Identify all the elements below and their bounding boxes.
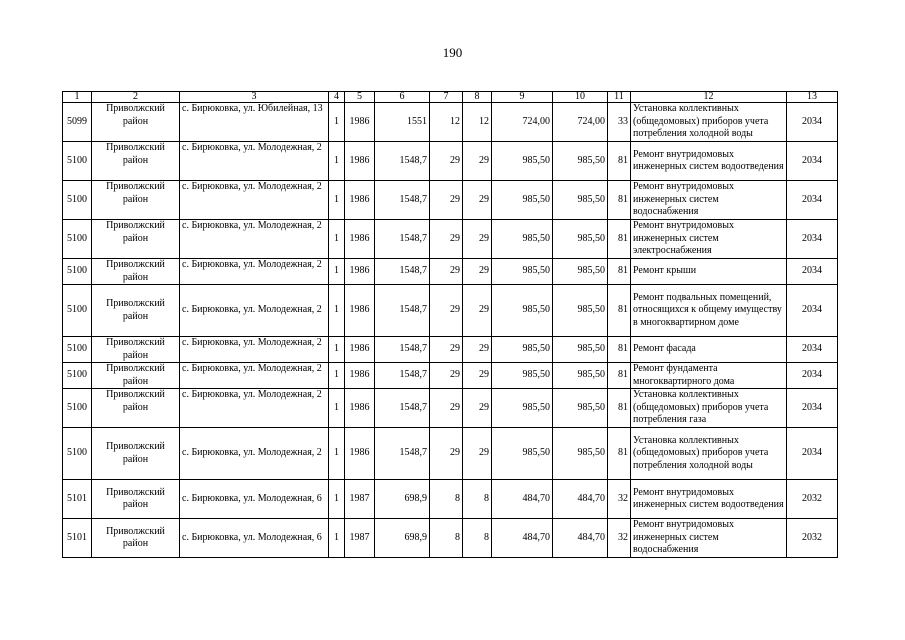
year-cell: 1987 [345,519,375,558]
district-cell: Приволжский район [92,363,180,389]
table-row [63,480,838,519]
col9-cell: 985,50 [492,337,553,363]
house-id-cell: 5101 [63,480,92,519]
column-number: 13 [787,92,838,103]
col10-cell: 985,50 [553,285,608,337]
column-number: 10 [553,92,608,103]
district-cell: Приволжский район [92,337,180,363]
col9-cell: 484,70 [492,480,553,519]
work-type-cell: Ремонт внутридомовых инженерных систем водоснабжения [631,181,787,220]
year-cell: 1986 [345,389,375,428]
area-cell: 1548,7 [375,142,430,181]
col10-cell: 985,50 [553,363,608,389]
col4-cell: 1 [329,428,345,480]
address-cell: с. Бирюковка, ул. Молодежная, 2 [180,337,329,363]
column-number: 12 [631,92,787,103]
table-row [63,142,838,181]
area-cell: 1548,7 [375,181,430,220]
col7-cell: 29 [430,220,463,259]
col9-cell: 985,50 [492,259,553,285]
col8-cell: 29 [463,337,492,363]
year-cell: 1986 [345,103,375,142]
col4-cell: 1 [329,285,345,337]
work-type-cell: Установка коллективных (общедомовых) приборов учета потребления холодной воды [631,103,787,142]
district-cell: Приволжский район [92,480,180,519]
col11-cell: 32 [608,519,631,558]
table-row [63,259,838,285]
col8-cell: 29 [463,285,492,337]
col4-cell: 1 [329,103,345,142]
col10-cell: 985,50 [553,389,608,428]
district-cell: Приволжский район [92,181,180,220]
col7-cell: 12 [430,103,463,142]
page-number: 190 [442,45,463,60]
house-id-cell: 5100 [63,142,92,181]
col11-cell: 81 [608,337,631,363]
col4-cell: 1 [329,259,345,285]
address-cell: с. Бирюковка, ул. Молодежная, 2 [180,142,329,181]
area-cell: 1548,7 [375,337,430,363]
col9-cell: 985,50 [492,142,553,181]
column-number: 9 [492,92,553,103]
house-id-cell: 5100 [63,337,92,363]
year-cell: 1986 [345,337,375,363]
work-type-cell: Ремонт внутридомовых инженерных систем электроснабжения [631,220,787,259]
table-row [63,389,838,428]
col9-cell: 985,50 [492,363,553,389]
col8-cell: 8 [463,480,492,519]
house-id-cell: 5100 [63,259,92,285]
col11-cell: 81 [608,142,631,181]
house-id-cell: 5100 [63,389,92,428]
plan-year-cell: 2032 [787,519,838,558]
table-row [63,363,838,389]
table-row [63,181,838,220]
plan-year-cell: 2034 [787,363,838,389]
col7-cell: 29 [430,337,463,363]
work-type-cell: Ремонт подвальных помещений, относящихся к общему имуществу в многоквартирном доме [631,285,787,337]
year-cell: 1986 [345,363,375,389]
col11-cell: 81 [608,389,631,428]
district-cell: Приволжский район [92,259,180,285]
col8-cell: 29 [463,363,492,389]
col4-cell: 1 [329,363,345,389]
capital-repair-table [62,91,838,558]
col4-cell: 1 [329,519,345,558]
column-number: 2 [92,92,180,103]
house-id-cell: 5099 [63,103,92,142]
year-cell: 1987 [345,480,375,519]
address-cell: с. Бирюковка, ул. Молодежная, 2 [180,220,329,259]
district-cell: Приволжский район [92,142,180,181]
col9-cell: 985,50 [492,220,553,259]
table-row [63,285,838,337]
col10-cell: 985,50 [553,337,608,363]
area-cell: 1548,7 [375,428,430,480]
col8-cell: 8 [463,519,492,558]
col11-cell: 32 [608,480,631,519]
plan-year-cell: 2034 [787,389,838,428]
district-cell: Приволжский район [92,428,180,480]
column-number: 6 [375,92,430,103]
col9-cell: 985,50 [492,285,553,337]
col9-cell: 724,00 [492,103,553,142]
address-cell: с. Бирюковка, ул. Молодежная, 2 [180,285,329,337]
house-id-cell: 5100 [63,285,92,337]
col9-cell: 484,70 [492,519,553,558]
col7-cell: 29 [430,363,463,389]
col7-cell: 29 [430,428,463,480]
plan-year-cell: 2034 [787,337,838,363]
col9-cell: 985,50 [492,181,553,220]
table-row [63,428,838,480]
area-cell: 1548,7 [375,389,430,428]
col11-cell: 81 [608,285,631,337]
col9-cell: 985,50 [492,428,553,480]
col11-cell: 81 [608,428,631,480]
house-id-cell: 5100 [63,363,92,389]
col7-cell: 29 [430,389,463,428]
column-number: 11 [608,92,631,103]
col8-cell: 29 [463,428,492,480]
work-type-cell: Ремонт внутридомовых инженерных систем водоснабжения [631,519,787,558]
col4-cell: 1 [329,480,345,519]
col7-cell: 8 [430,480,463,519]
column-number: 1 [63,92,92,103]
address-cell: с. Бирюковка, ул. Молодежная, 2 [180,389,329,428]
year-cell: 1986 [345,259,375,285]
col10-cell: 484,70 [553,519,608,558]
col8-cell: 29 [463,220,492,259]
col8-cell: 12 [463,103,492,142]
plan-year-cell: 2034 [787,181,838,220]
district-cell: Приволжский район [92,519,180,558]
year-cell: 1986 [345,142,375,181]
plan-year-cell: 2034 [787,142,838,181]
work-type-cell: Ремонт крыши [631,259,787,285]
work-type-cell: Ремонт фундамента многоквартирного дома [631,363,787,389]
col10-cell: 724,00 [553,103,608,142]
area-cell: 1548,7 [375,363,430,389]
col10-cell: 985,50 [553,142,608,181]
col7-cell: 29 [430,181,463,220]
col7-cell: 29 [430,285,463,337]
col11-cell: 81 [608,259,631,285]
address-cell: с. Бирюковка, ул. Молодежная, 2 [180,363,329,389]
plan-year-cell: 2034 [787,220,838,259]
table-row [63,519,838,558]
col4-cell: 1 [329,142,345,181]
column-number: 4 [329,92,345,103]
work-type-cell: Ремонт внутридомовых инженерных систем водоотведения [631,142,787,181]
house-id-cell: 5100 [63,428,92,480]
year-cell: 1986 [345,285,375,337]
column-number: 5 [345,92,375,103]
area-cell: 1551 [375,103,430,142]
address-cell: с. Бирюковка, ул. Молодежная, 2 [180,428,329,480]
plan-year-cell: 2034 [787,285,838,337]
work-type-cell: Ремонт внутридомовых инженерных систем водоотведения [631,480,787,519]
address-cell: с. Бирюковка, ул. Молодежная, 6 [180,480,329,519]
district-cell: Приволжский район [92,103,180,142]
plan-year-cell: 2034 [787,428,838,480]
area-cell: 1548,7 [375,220,430,259]
col8-cell: 29 [463,389,492,428]
plan-year-cell: 2034 [787,103,838,142]
district-cell: Приволжский район [92,389,180,428]
plan-year-cell: 2032 [787,480,838,519]
column-number: 3 [180,92,329,103]
col8-cell: 29 [463,259,492,285]
col4-cell: 1 [329,220,345,259]
col10-cell: 985,50 [553,181,608,220]
area-cell: 698,9 [375,480,430,519]
year-cell: 1986 [345,220,375,259]
col7-cell: 29 [430,142,463,181]
column-number: 8 [463,92,492,103]
col9-cell: 985,50 [492,389,553,428]
year-cell: 1986 [345,428,375,480]
district-cell: Приволжский район [92,285,180,337]
col10-cell: 985,50 [553,220,608,259]
col7-cell: 29 [430,259,463,285]
col8-cell: 29 [463,181,492,220]
column-number-row [63,92,838,103]
column-number: 7 [430,92,463,103]
address-cell: с. Бирюковка, ул. Молодежная, 6 [180,519,329,558]
district-cell: Приволжский район [92,220,180,259]
col4-cell: 1 [329,389,345,428]
table-row [63,337,838,363]
work-type-cell: Ремонт фасада [631,337,787,363]
col10-cell: 484,70 [553,480,608,519]
col11-cell: 81 [608,220,631,259]
house-id-cell: 5100 [63,181,92,220]
col11-cell: 81 [608,363,631,389]
house-id-cell: 5100 [63,220,92,259]
table-row [63,220,838,259]
col11-cell: 33 [608,103,631,142]
address-cell: с. Бирюковка, ул. Юбилейная, 13 [180,103,329,142]
area-cell: 698,9 [375,519,430,558]
col8-cell: 29 [463,142,492,181]
year-cell: 1986 [345,181,375,220]
area-cell: 1548,7 [375,259,430,285]
area-cell: 1548,7 [375,285,430,337]
plan-year-cell: 2034 [787,259,838,285]
work-type-cell: Установка коллективных (общедомовых) приборов учета потребления газа [631,389,787,428]
col10-cell: 985,50 [553,259,608,285]
col10-cell: 985,50 [553,428,608,480]
address-cell: с. Бирюковка, ул. Молодежная, 2 [180,259,329,285]
col4-cell: 1 [329,337,345,363]
address-cell: с. Бирюковка, ул. Молодежная, 2 [180,181,329,220]
table-row [63,103,838,142]
col7-cell: 8 [430,519,463,558]
house-id-cell: 5101 [63,519,92,558]
col11-cell: 81 [608,181,631,220]
work-type-cell: Установка коллективных (общедомовых) приборов учета потребления холодной воды [631,428,787,480]
col4-cell: 1 [329,181,345,220]
